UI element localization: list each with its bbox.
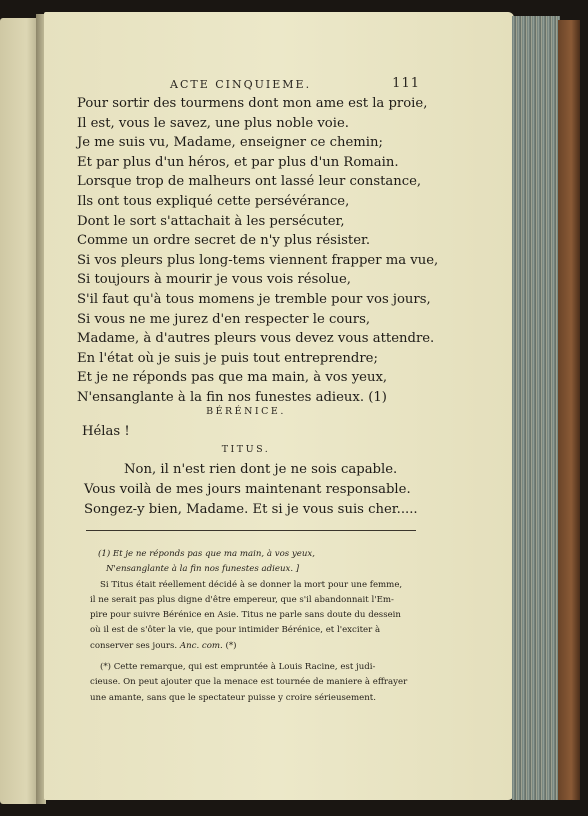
page-number: 111: [392, 76, 420, 91]
verse-line: Et je ne réponds pas que ma main, à vos yeux,: [77, 370, 388, 386]
footnote-quote: N'ensanglante à la fin nos funestes adieux. ]: [106, 564, 300, 575]
footnote-line: cieuse. On peut ajouter que la menace est tournée de maniere à effrayer: [90, 677, 408, 688]
footnote-line: il ne serait pas plus digne d'être empereur, que s'il abandonnait l'Em-: [90, 594, 394, 605]
footnote-text: conserver ses jours.: [90, 640, 178, 651]
verse-line: Ils ont tous expliqué cette persévérance,: [77, 193, 350, 209]
footnote-line-last: [90, 639, 415, 654]
verse-line: En l'état où je suis je puis tout entreprendre;: [77, 350, 378, 366]
verse-line: Madame, à d'autres pleurs vous devez vous attendre.: [77, 331, 435, 347]
verse-line: Comme un ordre secret de n'y plus résister.: [77, 233, 371, 249]
verse-line: Si toujours à mourir je vous vois résolue,: [77, 272, 351, 288]
verse-line: Vous voilà de mes jours maintenant responsable.: [84, 482, 411, 497]
verse-line: Il est, vous le savez, une plus noble voie.: [77, 115, 349, 131]
speaker-berenice: BÉRÉNICE.: [206, 406, 286, 417]
footnote-line: une amante, sans que le spectateur puisse y croire sérieusement.: [90, 692, 376, 703]
verse-line: N'ensanglante à la fin nos funestes adieux. (1): [77, 389, 387, 405]
verse-line: Pour sortir des tourmens dont mon ame est la proie,: [77, 96, 428, 111]
page-header: [130, 76, 420, 94]
verse-line: Non, il n'est rien dont je ne sois capable.: [124, 462, 398, 477]
footnote-ref: (*): [225, 640, 237, 651]
verse-line: Songez-y bien, Madame. Et si je vous suis cher.....: [84, 502, 418, 517]
book-cover: [558, 20, 580, 800]
verse-line: Si vous ne me jurez d'en respecter le cours,: [77, 311, 371, 327]
verse-line: Si vos pleurs plus long-tems viennent frapper ma vue,: [77, 252, 439, 268]
verse-line: Je me suis vu, Madame, enseigner ce chemin;: [77, 135, 383, 151]
left-page-edge: [0, 18, 38, 804]
verse-line: Et par plus d'un héros, et par plus d'un Romain.: [77, 154, 399, 170]
footnote-line: où il est de s'ôter la vie, que pour intimider Bérénice, et l'exciter à: [90, 625, 381, 636]
footnote-attribution: Anc. com.: [179, 640, 223, 651]
verse-block: [77, 94, 439, 408]
speaker-titus: TITUS.: [221, 444, 271, 455]
page-edges: [512, 16, 560, 800]
titus-verse-block: [84, 460, 418, 520]
footnotes: [90, 547, 415, 706]
footnote-line: pire pour suivre Bérénice en Asie. Titus ne parle sans doute du dessein: [90, 610, 401, 621]
berenice-line: Hélas !: [82, 424, 130, 439]
running-title: ACTE CINQUIEME.: [170, 78, 312, 91]
verse-line: S'il faut qu'à tous momens je tremble pour vos jours,: [77, 291, 431, 307]
footnote-line: (*) Cette remarque, qui est empruntée à Louis Racine, est judi-: [100, 662, 376, 673]
footnote-line: Si Titus était réellement décidé à se donner la mort pour une femme,: [100, 579, 403, 590]
verse-line: Lorsque trop de malheurs ont lassé leur constance,: [77, 174, 422, 190]
footnote-rule: [86, 530, 416, 531]
verse-line: Dont le sort s'attachait à les persécuter,: [77, 213, 345, 229]
footnote-quote: (1) Et je ne réponds pas que ma main, à vos yeux,: [98, 549, 315, 559]
